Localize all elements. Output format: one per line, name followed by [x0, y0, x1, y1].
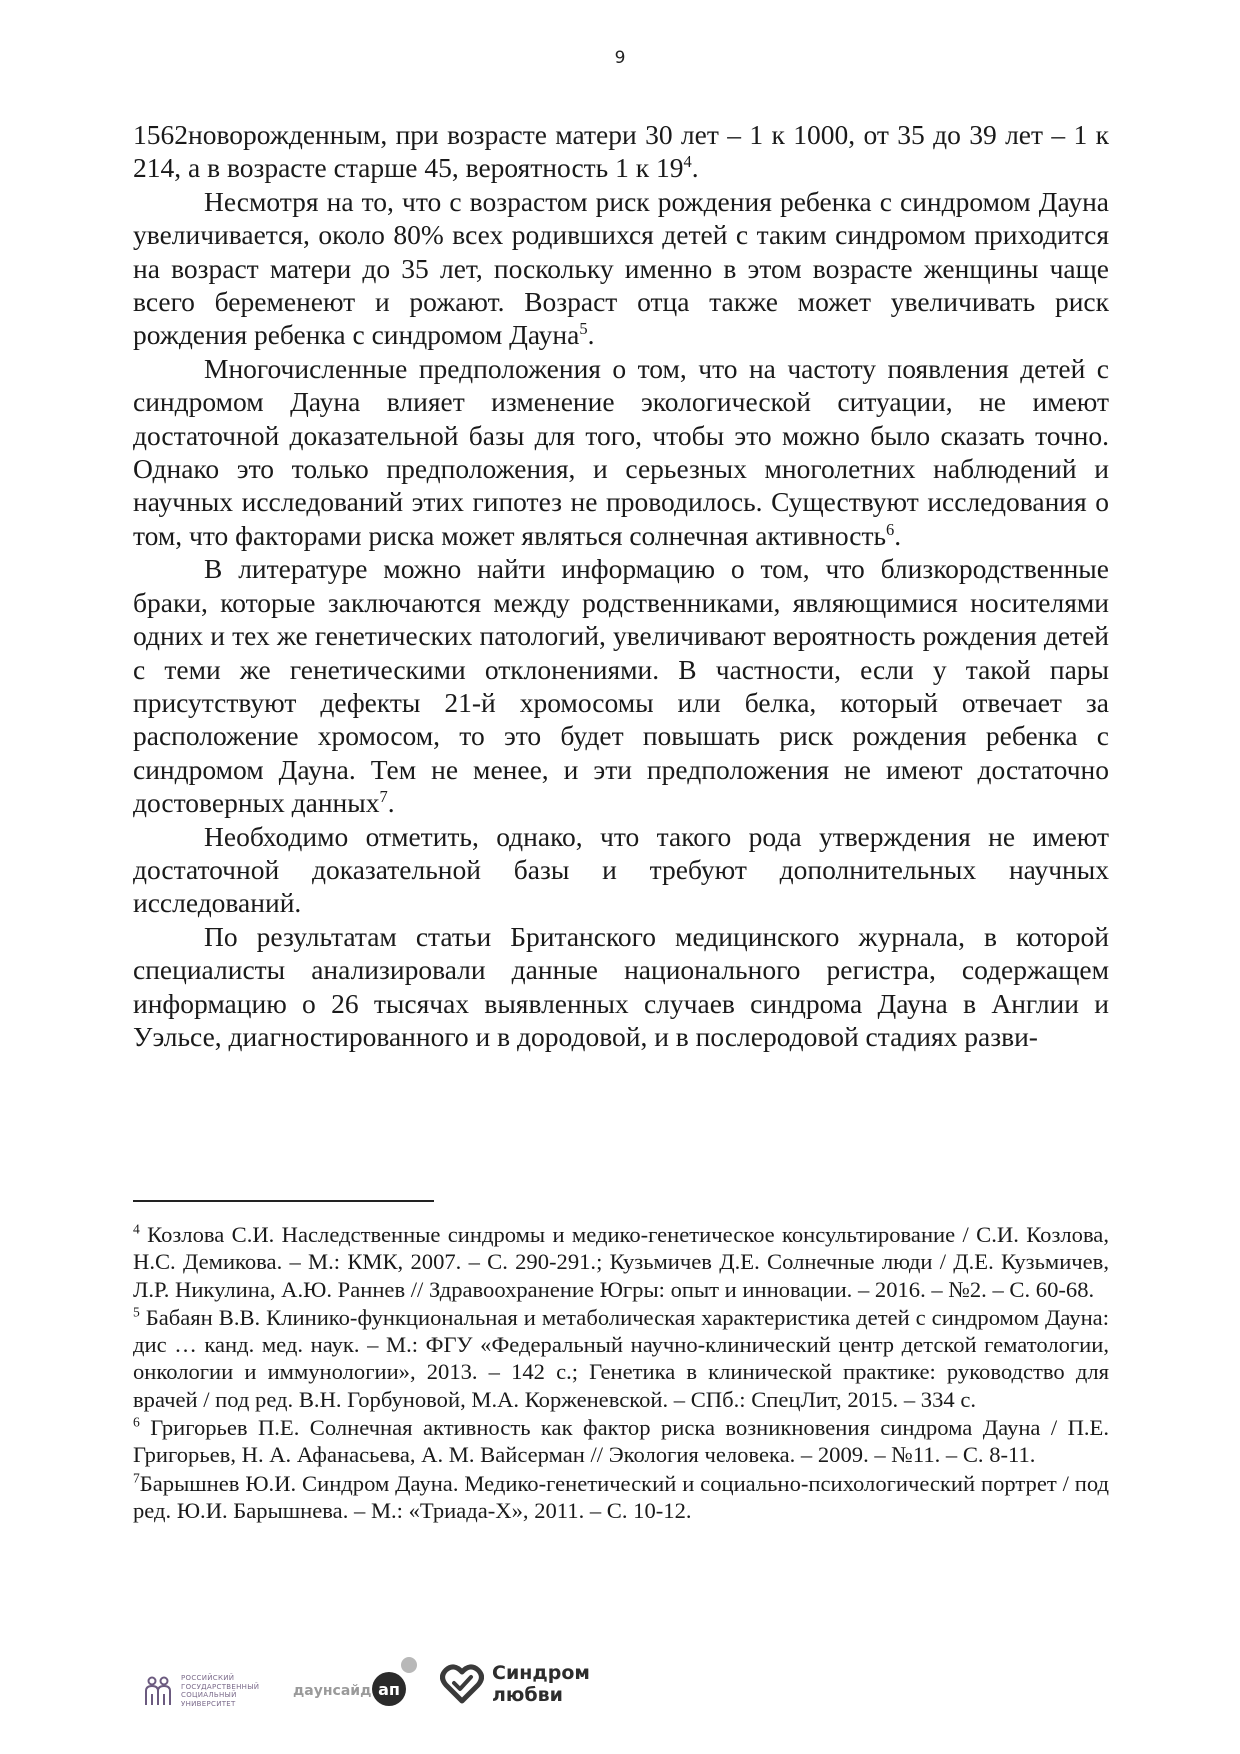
paragraph-3: Многочисленные предположения о том, что на частоту появления детей с синдромом Дауна влияет изменение экологической ситуации, не имеют достаточной доказательной базы для того, чтобы это можно было сказать точно. Однако это только предположения, и серьезных многолетних наблюдений и научных исследований этих гипотез не проводилось. Существуют исследования о том, что факторами риска может являться солнечная активность$^6$. — [133, 352, 1109, 551]
footnote-7: $^7$Барышнев Ю.И. Синдром Дауна. Медико-генетический и социально-психологический портрет / под ред. Ю.И. Барышнева. – М.: «Триада-Х», 2011. – С. 10-12. — [133, 1470, 1109, 1523]
paragraph-2: Несмотря на то, что с возрастом риск рождения ребенка с синдромом Дауна увеличивается, около 80% всех родившихся детей с таким синдромом приходится на возраст матери до 35 лет, поскольку именно в этом возрасте женщины чаще всего беременеют и рожают. Возраст отца также может увеличивать риск рождения ребенка с синдромом Дауна$^5$. — [133, 185, 1109, 351]
footnote-4: $^4$ Козлова С.И. Наследственные синдромы и медико-генетическое консультирование / С.И. Козлова, Н.С. Демикова. – М.: КМК, 2007. – С. 290-291.; Кузьмичев Д.Е. Солнечные люди / Д.Е. Кузьмичев, Л.Р. Никулина, А.Ю. Раннев // Здравоохранение Югры: опыт и инновации. – 2016. – №2. – С. 60-68. — [133, 1221, 1109, 1302]
rgsu-logo: РОССИЙСКИЙ ГОСУДАРСТВЕННЫЙ СОЦИАЛЬНЫЙ УНИВЕРСИТЕТ — [143, 1674, 259, 1708]
downside-logo-text: даунсайд — [293, 1683, 372, 1699]
footnote-ref-4[interactable]: 4 — [683, 152, 692, 172]
footnote-divider — [133, 1200, 434, 1202]
paragraph-1: 1562новорожденным, при возрасте матери 30 лет – 1 к 1000, от 35 до 39 лет – 1 к 214, а в возрасте старше 45, вероятность 1 к $19^4$. — [133, 119, 1109, 184]
love-syndrome-logo: Синдром любви — [440, 1662, 590, 1706]
page-number: 9 — [614, 48, 626, 68]
footnote-ref-6[interactable]: 6 — [886, 519, 895, 539]
body-text — [133, 118, 1109, 1053]
paragraph-5: Необходимо отметить, однако, что такого рода утверждения не имеют достаточной доказательной базы и требуют дополнительных научных исследований. — [133, 820, 1109, 919]
downside-badge: ап — [378, 1680, 401, 1699]
rgsu-emblem-icon — [143, 1675, 173, 1707]
footnote-6: $^6$ Григорьев П.Е. Солнечная активность как фактор риска возникновения синдрома Дауна / П.Е. Григорьев, Н. А. Афанасьева, А. М. Вайсерман // Экология человека. – 2009. – №11. – С. 8-11. — [133, 1414, 1109, 1468]
footnote-ref-7[interactable]: 7 — [379, 786, 388, 806]
downside-circles-icon — [371, 1656, 425, 1708]
footnote-ref-5[interactable]: 5 — [579, 319, 588, 339]
paragraph-4: В литературе можно найти информацию о том, что близкородственные браки, которые заключаются между родственниками, являющимися носителями одних и тех же генетических патологий, увеличивают вероятность рождения детей с теми же генетическими отклонениями. В частности, если у такой пары присутствуют дефекты 21-й хромосомы или белка, который отвечает за расположение хромосом, то это будет повышать риск рождения ребенка с синдромом Дауна. Тем не менее, и эти предположения не имеют достаточно достоверных данных$^7$. — [133, 553, 1109, 819]
heart-icon — [440, 1662, 484, 1706]
paragraph-6: По результатам статьи Британского медицинского журнала, в которой специалисты анализировали данные национального регистра, содержащем информацию о 26 тысячах выявленных случаев синдрома Дауна в Англии и Уэльсе, диагностированного и в дородовой, и в послеродовой стадиях разви- — [133, 920, 1109, 1052]
footer-logos — [0, 1650, 1240, 1740]
downside-up-logo — [293, 1656, 425, 1708]
footnote-5: $^5$ Бабаян В.В. Клинико-функциональная и метаболическая характеристика детей с синдромом Дауна: дис … канд. мед. наук. – М.: ФГУ «Федеральный научно-клинический центр детской гематологии, онкологии и иммунологии», 2013. – 142 с.; Генетика в клинической практике: руководство для врачей / под ред. В.Н. Горбуновой, М.А. Корженевской. – СПб.: СпецЛит, 2015. – 334 с. — [133, 1304, 1109, 1412]
footnotes — [133, 1221, 1109, 1525]
